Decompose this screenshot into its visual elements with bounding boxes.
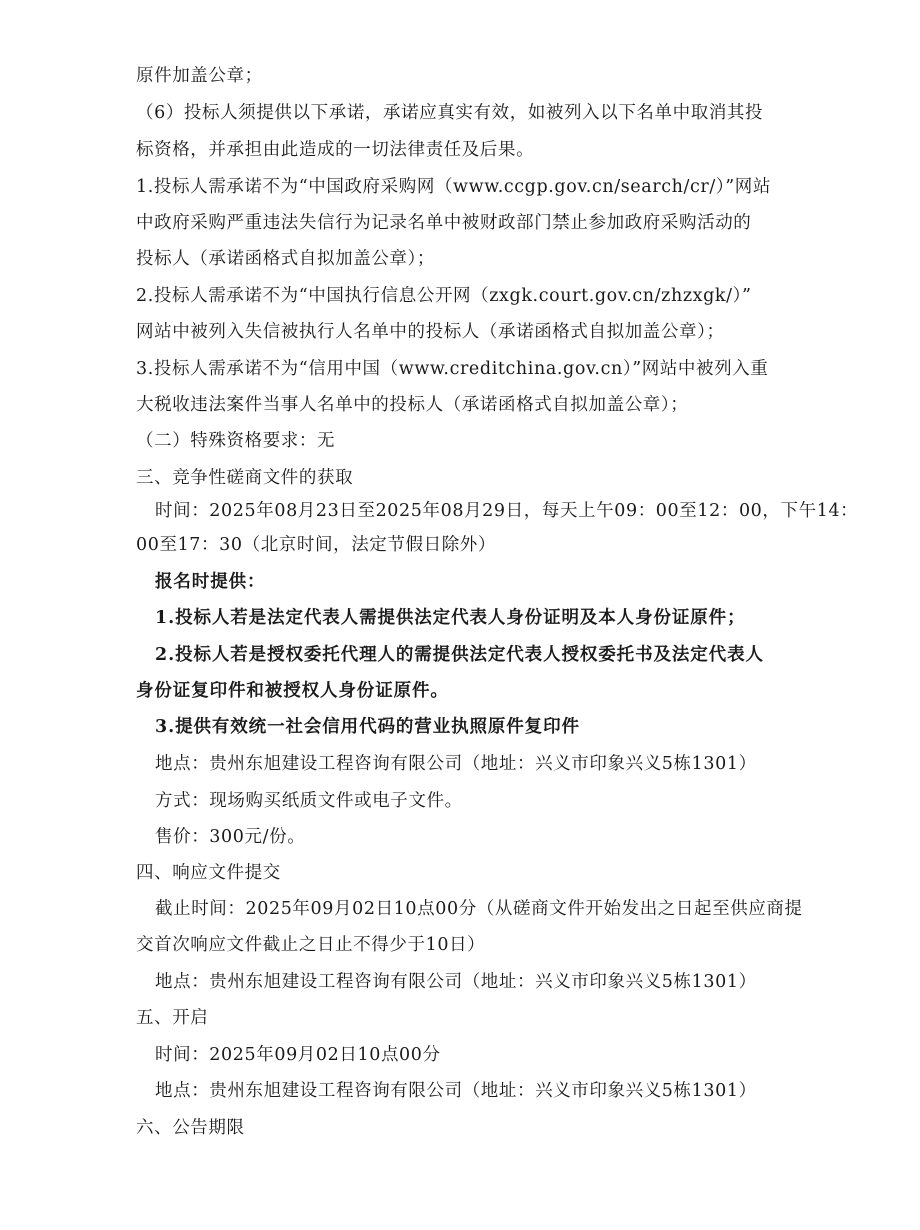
text-line: 2.投标人需承诺不为“中国执行信息公开网（zxgk.court.gov.cn/zhzxgk/）” [136,286,752,306]
text-line: 1.投标人需承诺不为“中国政府采购网（www.ccgp.gov.cn/search/cr/）”网站 [136,177,771,197]
text-line: 地点：贵州东旭建设工程咨询有限公司（地址：兴义市印象兴义5栋1301） [155,972,757,992]
text-line: 售价：300元/份。 [155,827,306,847]
text-line: 原件加盖公章； [136,66,263,86]
text-line: 地点：贵州东旭建设工程咨询有限公司（地址：兴义市印象兴义5栋1301） [155,1081,757,1101]
bold-line: 3.提供有效统一社会信用代码的营业执照原件复印件 [155,717,580,737]
bold-line: 身份证复印件和被授权人身份证原件。 [136,681,449,701]
text-line: 网站中被列入失信被执行人名单中的投标人（承诺函格式自拟加盖公章）； [136,322,725,342]
text-line: 投标人（承诺函格式自拟加盖公章）； [136,249,435,269]
text-line: 方式：现场购买纸质文件或电子文件。 [155,791,463,811]
section-heading: 四、响应文件提交 [136,863,281,883]
text-line: （6）投标人须提供以下承诺，承诺应真实有效，如被列入以下名单中取消其投 [136,103,764,123]
section-heading: 三、竞争性磋商文件的获取 [136,468,354,488]
bold-line: 2.投标人若是授权委托代理人的需提供法定代表人授权委托书及法定代表人 [155,645,764,665]
text-line: 标资格，并承担由此造成的一切法律责任及后果。 [136,140,535,160]
text-line: 中政府采购严重违法失信行为记录名单中被财政部门禁止参加政府采购活动的 [136,213,752,233]
text-line: 大税收违法案件当事人名单中的投标人（承诺函格式自拟加盖公章）； [136,395,689,415]
text-line: 截止时间：2025年09月02日10点00分（从磋商文件开始发出之日起至供应商提 [155,899,803,919]
bold-line: 1.投标人若是法定代表人需提供法定代表人身份证明及本人身份证原件； [155,608,746,628]
text-line: 3.投标人需承诺不为“信用中国（www.creditchina.gov.cn）”网站中被列入重 [136,359,769,379]
text-line: 时间：2025年09月02日10点00分 [155,1045,441,1065]
text-line: 00至17：30（北京时间，法定节假日除外） [136,535,497,555]
section-heading: （二）特殊资格要求：无 [136,431,336,451]
section-heading: 五、开启 [136,1008,209,1028]
text-line: 交首次响应文件截止之日止不得少于10日） [136,935,486,955]
bold-heading: 报名时提供： [155,572,266,592]
section-heading: 六、公告期限 [136,1118,245,1138]
text-line: 地点：贵州东旭建设工程咨询有限公司（地址：兴义市印象兴义5栋1301） [155,754,757,774]
text-line: 时间：2025年08月23日至2025年08月29日，每天上午09：00至12：00，下午14： [155,501,859,521]
